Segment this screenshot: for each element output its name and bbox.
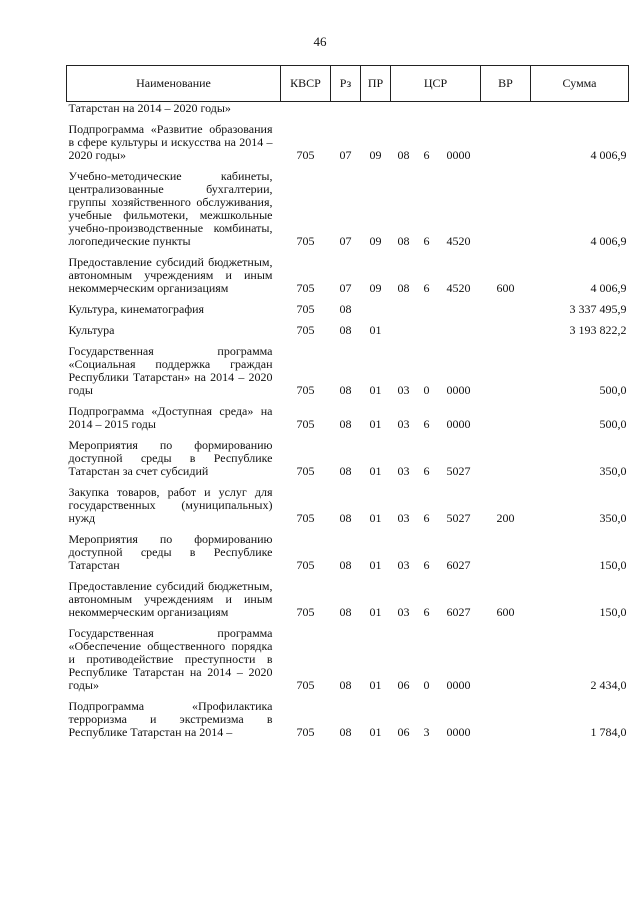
cell-pr: 01 (369, 678, 382, 692)
cell-sum: 500,0 (599, 383, 627, 397)
cell-name: Учебно-методические кабинеты, централизованные бухгалтерии, группы хозяйственного обслуживания, учебные фильмотеки, межшкольные учебно-производственные комбинаты, логопедические пункты (68, 169, 273, 248)
cell-rz: 08 (339, 678, 352, 692)
cell-csr1: 03 (397, 511, 410, 525)
cell-csr1 (391, 295, 417, 316)
cell-vr (481, 162, 531, 248)
cell-csr3: 0000 (446, 417, 471, 431)
cell-name: Культура (68, 323, 115, 337)
cell-pr: 01 (369, 605, 382, 619)
cell-rz: 08 (339, 605, 352, 619)
table-row (67, 397, 629, 431)
cell-vr (481, 337, 531, 397)
cell-kvsr: 705 (296, 511, 315, 525)
cell-name: Подпрограмма «Доступная среда» на 2014 – 2015 годы (68, 404, 273, 431)
cell-csr1: 06 (397, 678, 410, 692)
cell-rz: 08 (339, 464, 352, 478)
cell-sum: 2 434,0 (590, 678, 627, 692)
cell-csr2: 6 (423, 605, 430, 619)
cell-name: Мероприятия по формированию доступной среды в Республике Татарстан (68, 532, 273, 572)
table-row (67, 337, 629, 397)
cell-sum: 350,0 (599, 511, 627, 525)
cell-csr1: 08 (397, 234, 410, 248)
table-row (67, 572, 629, 619)
cell-rz: 08 (339, 383, 352, 397)
cell-sum: 4 006,9 (590, 148, 627, 162)
cell-csr2: 6 (423, 417, 430, 431)
cell-name: Подпрограмма «Профилактика терроризма и экстремизма в Республике Татарстан на 2014 – (68, 699, 273, 739)
cell-kvsr: 705 (296, 148, 315, 162)
table-row (67, 115, 629, 162)
cell-csr1: 08 (397, 148, 410, 162)
cell-vr (481, 619, 531, 692)
cell-vr (481, 692, 531, 739)
cell-pr: 01 (369, 558, 382, 572)
cell-kvsr: 705 (296, 417, 315, 431)
cell-csr3: 4520 (446, 234, 471, 248)
cell-csr2 (417, 316, 437, 337)
table-row (67, 248, 629, 295)
cell-name: Предоставление субсидий бюджетным, автономным учреждениям и иным некоммерческим организациям (68, 579, 273, 619)
cell-vr (481, 295, 531, 316)
cell-kvsr: 705 (296, 383, 315, 397)
cell-kvsr: 705 (296, 678, 315, 692)
cell-rz (331, 102, 361, 116)
cell-csr3: 5027 (446, 464, 471, 478)
cell-name: Закупка товаров, работ и услуг для государственных (муниципальных) нужд (68, 485, 273, 525)
cell-csr1: 03 (397, 558, 410, 572)
cell-csr2: 3 (423, 725, 430, 739)
cell-csr3: 0000 (446, 148, 471, 162)
cell-csr3 (437, 295, 481, 316)
cell-pr: 09 (369, 148, 382, 162)
cell-csr2: 6 (423, 511, 430, 525)
header-name: Наименование (67, 66, 281, 102)
cell-vr (481, 316, 531, 337)
cell-csr1: 03 (397, 417, 410, 431)
cell-rz: 08 (339, 511, 352, 525)
cell-name: Татарстан на 2014 – 2020 годы» (68, 101, 231, 115)
cell-csr2: 0 (423, 678, 430, 692)
cell-csr3: 0000 (446, 678, 471, 692)
cell-vr (481, 431, 531, 478)
cell-csr1: 08 (397, 281, 410, 295)
cell-sum: 4 006,9 (590, 234, 627, 248)
cell-csr2 (417, 295, 437, 316)
cell-vr: 200 (496, 511, 515, 525)
table-row (67, 316, 629, 337)
cell-csr3 (437, 102, 481, 116)
cell-csr3: 4520 (446, 281, 471, 295)
cell-csr3 (437, 316, 481, 337)
cell-csr1: 03 (397, 464, 410, 478)
header-vr: ВР (481, 66, 531, 102)
cell-csr2: 6 (423, 464, 430, 478)
cell-csr3: 0000 (446, 383, 471, 397)
cell-csr3: 0000 (446, 725, 471, 739)
table-row (67, 102, 629, 116)
table-row (67, 295, 629, 316)
cell-kvsr: 705 (296, 302, 315, 316)
cell-vr (481, 115, 531, 162)
cell-vr (481, 102, 531, 116)
cell-csr3: 6027 (446, 605, 471, 619)
cell-sum: 1 784,0 (590, 725, 627, 739)
cell-csr2: 6 (423, 281, 430, 295)
cell-pr (361, 295, 391, 316)
cell-vr: 600 (496, 281, 515, 295)
cell-rz: 08 (339, 558, 352, 572)
cell-rz: 08 (339, 417, 352, 431)
cell-sum: 350,0 (599, 464, 627, 478)
cell-pr: 01 (369, 464, 382, 478)
table-row (67, 478, 629, 525)
budget-table (66, 65, 629, 739)
cell-pr: 01 (369, 511, 382, 525)
cell-csr3: 5027 (446, 511, 471, 525)
cell-pr: 01 (369, 725, 382, 739)
cell-csr2: 0 (423, 383, 430, 397)
cell-csr1: 06 (397, 725, 410, 739)
cell-name: Государственная программа «Социальная поддержка граждан Республики Татарстан» на 2014 – 2020 годы (68, 344, 273, 397)
cell-sum: 500,0 (599, 417, 627, 431)
page-number: 46 (313, 34, 327, 49)
cell-kvsr: 705 (296, 464, 315, 478)
cell-kvsr: 705 (296, 605, 315, 619)
table-row (67, 525, 629, 572)
cell-csr2 (417, 102, 437, 116)
cell-pr: 01 (369, 383, 382, 397)
cell-kvsr: 705 (296, 234, 315, 248)
cell-name: Культура, кинематография (68, 302, 205, 316)
cell-rz: 07 (339, 234, 352, 248)
cell-rz: 07 (339, 148, 352, 162)
cell-csr3: 6027 (446, 558, 471, 572)
header-sum: Сумма (531, 66, 629, 102)
cell-csr2: 6 (423, 148, 430, 162)
cell-vr: 600 (496, 605, 515, 619)
table-row (67, 619, 629, 692)
cell-vr (481, 397, 531, 431)
cell-pr: 09 (369, 234, 382, 248)
cell-csr1 (391, 102, 417, 116)
cell-pr: 01 (369, 417, 382, 431)
cell-name: Государственная программа «Обеспечение общественного порядка и противодействие преступности в Республике Татарстан на 2014 – 2020 годы» (68, 626, 273, 692)
header-kvsr: КВСР (281, 66, 331, 102)
cell-csr2: 6 (423, 234, 430, 248)
cell-name: Предоставление субсидий бюджетным, автономным учреждениям и иным некоммерческим организациям (68, 255, 273, 295)
cell-kvsr (281, 102, 331, 116)
table-row (67, 431, 629, 478)
header-csr: ЦСР (391, 66, 481, 102)
cell-pr: 09 (369, 281, 382, 295)
cell-sum: 150,0 (599, 605, 627, 619)
cell-rz: 08 (339, 302, 352, 316)
header-rz: Рз (331, 66, 361, 102)
cell-kvsr: 705 (296, 725, 315, 739)
cell-csr1: 03 (397, 383, 410, 397)
cell-kvsr: 705 (296, 558, 315, 572)
cell-rz: 08 (339, 725, 352, 739)
cell-kvsr: 705 (296, 281, 315, 295)
cell-csr1: 03 (397, 605, 410, 619)
cell-sum: 3 193 822,2 (569, 323, 627, 337)
cell-vr (481, 525, 531, 572)
table-row (67, 162, 629, 248)
cell-name: Подпрограмма «Развитие образования в сфере культуры и искусства на 2014 – 2020 годы» (68, 122, 273, 162)
table-header (67, 66, 629, 102)
cell-sum: 4 006,9 (590, 281, 627, 295)
cell-pr (361, 102, 391, 116)
table-row (67, 692, 629, 739)
header-pr: ПР (361, 66, 391, 102)
cell-csr2: 6 (423, 558, 430, 572)
cell-csr1 (391, 316, 417, 337)
cell-sum (531, 102, 629, 116)
cell-pr: 01 (369, 323, 382, 337)
cell-name: Мероприятия по формированию доступной среды в Республике Татарстан за счет субсидий (68, 438, 273, 478)
cell-rz: 07 (339, 281, 352, 295)
table-body (67, 102, 629, 740)
cell-rz: 08 (339, 323, 352, 337)
cell-kvsr: 705 (296, 323, 315, 337)
cell-sum: 3 337 495,9 (569, 302, 627, 316)
cell-sum: 150,0 (599, 558, 627, 572)
